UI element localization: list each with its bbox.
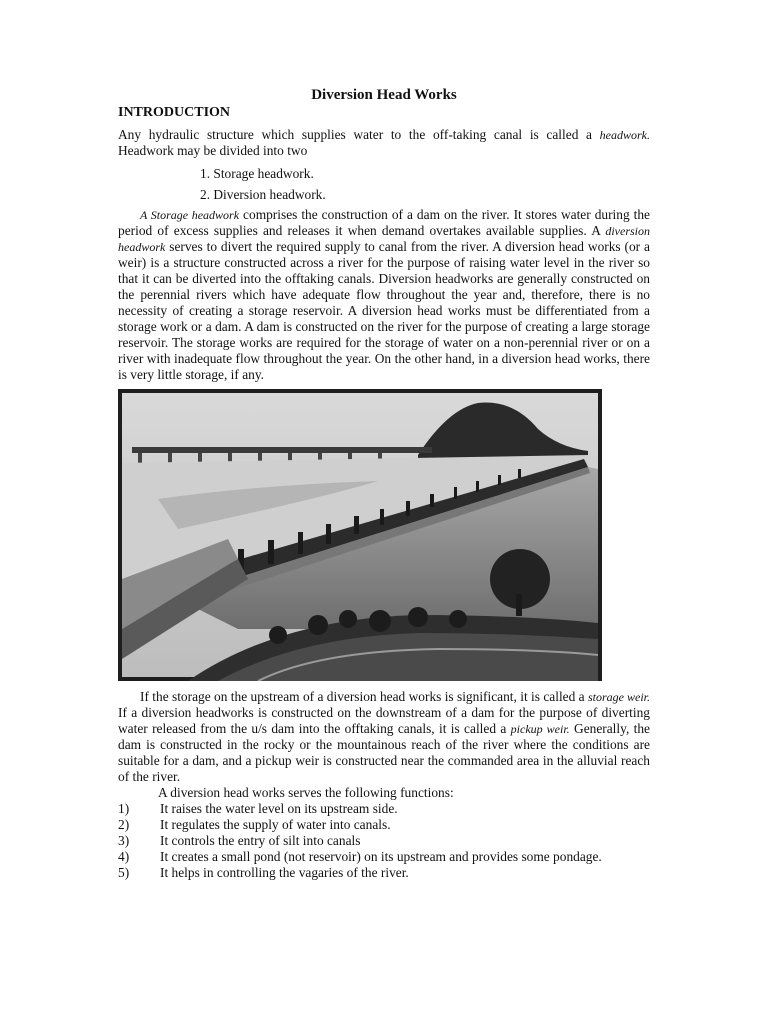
- functions-lead: A diversion head works serves the following functions:: [158, 785, 454, 800]
- list-item-number: 4): [118, 849, 130, 864]
- list-item: [118, 817, 650, 833]
- definition-text-2: serves to divert the required supply to canal from the river. A diversion head works (or a weir) is a structure constructed across a river for the purpose of raising water level in the river so that it can be diverted into the offtaking canals. Diversion headworks are generally constructed on the perennial rivers which have adequate flow throughout the year and, therefore, there is no necessity of creating a storage reservoir. A diversion head works must be differentiated from a storage work or a dam. A dam is constructed on the river for the purpose of creating a large storage reservoir. The storage works are required for the storage of water on a non-perennial river or on a river with inadequate flow throughout the year. On the other hand, in a diversion head works, there is very little storage, if any.: [118, 239, 650, 382]
- document-page: [118, 86, 650, 881]
- definition-text-1: comprises the construction of a dam on the river. It stores water during the period of excess supplies and releases it when demand overtakes available supplies. A: [118, 207, 650, 238]
- intro-text-end: Headwork may be divided into two: [118, 143, 308, 158]
- term-storage-weir: storage weir.: [587, 690, 650, 704]
- weir-photo-illustration: [118, 389, 602, 681]
- list-item: 1. Storage headwork.: [200, 166, 314, 181]
- list-item-text: It regulates the supply of water into canals.: [160, 817, 391, 832]
- list-item-number: 2): [118, 817, 130, 832]
- headwork-types-list: [200, 163, 650, 205]
- list-item-text: It controls the entry of silt into canals: [160, 833, 361, 848]
- term-pickup-weir: pickup weir.: [510, 722, 570, 736]
- list-item: [118, 801, 650, 817]
- list-item-number: 1): [118, 801, 130, 816]
- section-heading: INTRODUCTION: [118, 105, 231, 120]
- weir-text-2: If a diversion headworks is constructed on the downstream of a dam for the purpose of diverting water released from the u/s dam into the offtaking canals, it is called a: [118, 705, 650, 736]
- intro-term-headwork: headwork.: [599, 128, 650, 142]
- term-diversion-headwork: diversion headwork: [118, 224, 650, 254]
- list-item: [118, 865, 650, 881]
- weir-text-3: Generally, the dam is constructed in the rocky or the mountainous reach of the river where the conditions are suitable for a dam, and a pickup weir is constructed near the commanded area in the alluvial reach of the river.: [118, 721, 650, 784]
- weir-types-paragraph: [118, 689, 650, 785]
- intro-text-start: Any hydraulic structure which supplies water to the off-taking canal is called a: [118, 127, 600, 142]
- list-item: [118, 849, 650, 865]
- list-item-text: It helps in controlling the vagaries of the river.: [160, 865, 409, 880]
- page-title: Diversion Head Works: [311, 87, 457, 103]
- list-item: 2. Diversion headwork.: [200, 187, 326, 202]
- definition-paragraph: [118, 207, 650, 383]
- weir-text-1: If the storage on the upstream of a diversion head works is significant, it is called a: [140, 689, 588, 704]
- intro-paragraph: [118, 127, 650, 159]
- list-item-text: It raises the water level on its upstream side.: [160, 801, 398, 816]
- list-item-text: It creates a small pond (not reservoir) on its upstream and provides some pondage.: [160, 849, 602, 864]
- functions-list: [118, 801, 650, 881]
- list-item: [118, 833, 650, 849]
- weir-photograph: [118, 389, 602, 681]
- list-item-number: 5): [118, 865, 130, 880]
- list-item-number: 3): [118, 833, 130, 848]
- term-storage-headwork: A Storage headwork: [140, 208, 240, 222]
